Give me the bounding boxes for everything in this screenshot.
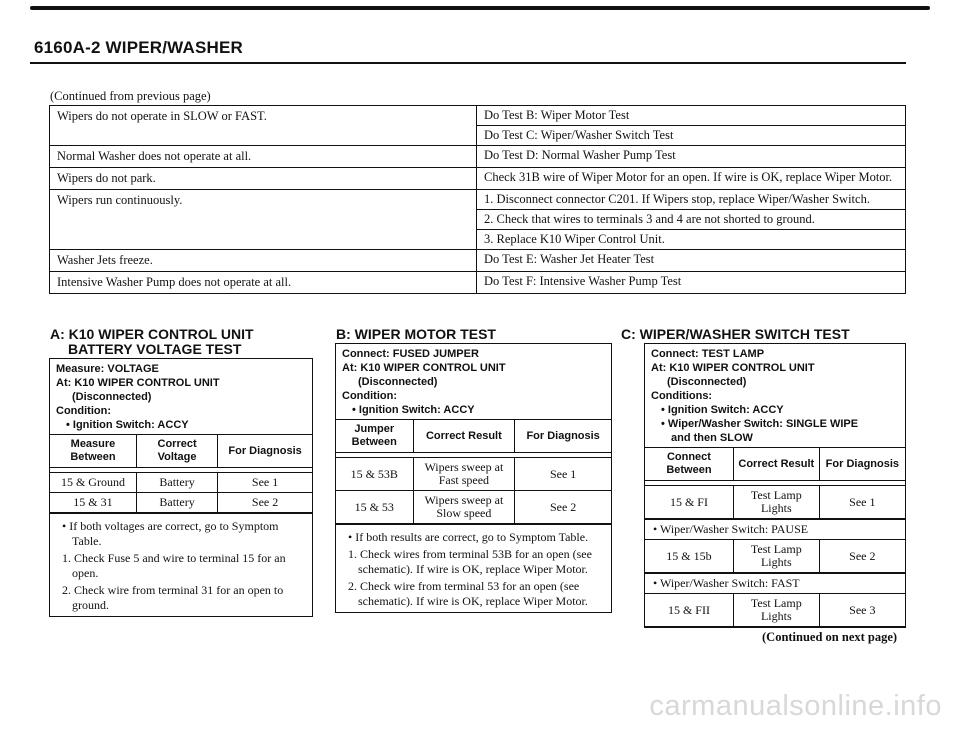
test-c-cell: See 3	[819, 594, 905, 627]
test-c-panel	[644, 343, 906, 628]
action-cell	[477, 272, 906, 294]
table-row	[50, 493, 312, 513]
test-c-cell: See 1	[819, 486, 905, 519]
test-a-header-diagnosis: For Diagnosis	[218, 435, 312, 468]
test-b-header-diagnosis: For Diagnosis	[515, 420, 611, 453]
action-line: 3. Replace K10 Wiper Control Unit.	[477, 229, 905, 249]
table-row	[50, 146, 906, 168]
continued-on-next: (Continued on next page)	[762, 630, 898, 644]
test-b-title: B: WIPER MOTOR TEST	[336, 326, 496, 342]
action-cell	[477, 250, 906, 272]
table-row	[50, 250, 906, 272]
page-title: 6160A-2 WIPER/WASHER	[34, 38, 243, 57]
test-b-cell: See 1	[515, 458, 611, 491]
symptom-cell: Wipers do not operate in SLOW or FAST.	[50, 106, 477, 146]
test-c-cell: 15 & FII	[645, 594, 733, 627]
test-c-condition-item1: • Ignition Switch: ACCY	[661, 404, 784, 416]
test-b-condition-item: • Ignition Switch: ACCY	[352, 404, 475, 416]
table-row	[50, 106, 906, 146]
table-row	[50, 473, 312, 493]
test-c-table-2	[645, 539, 905, 573]
test-b-cell: Wipers sweep at Slow speed	[413, 491, 515, 524]
test-c-disconnected: (Disconnected)	[667, 376, 747, 388]
test-a-meta	[50, 359, 312, 434]
table-row	[50, 168, 906, 190]
test-c-header-connect: Connect Between	[645, 448, 733, 481]
test-a-note: • If both voltages are correct, go to Symptom Table.	[62, 519, 279, 548]
test-b-table	[336, 419, 611, 524]
action-line: Do Test F: Intensive Washer Pump Test	[484, 274, 682, 288]
test-c-conditions: Conditions:	[651, 390, 713, 402]
table-row	[645, 594, 905, 627]
test-c-connect: Connect: TEST LAMP	[651, 348, 765, 360]
symptom-cell: Intensive Washer Pump does not operate at all.	[50, 272, 477, 294]
test-b-header-result: Correct Result	[413, 420, 515, 453]
test-c-cell: 15 & FI	[645, 486, 733, 519]
test-a-title-line2: BATTERY VOLTAGE TEST	[68, 341, 242, 357]
test-b-note: 1. Check wires from terminal 53B for an open (see schematic). If wire is OK, replace Wiper Motor.	[348, 547, 592, 576]
test-a-title	[50, 327, 254, 357]
watermark: carmanualsonline.info	[649, 690, 942, 722]
action-line: Do Test D: Normal Washer Pump Test	[484, 148, 676, 162]
test-a-cell: See 2	[218, 493, 312, 513]
table-row	[645, 540, 905, 573]
test-a-cell: 15 & Ground	[50, 473, 136, 493]
test-c-at: At: K10 WIPER CONTROL UNIT	[651, 362, 815, 374]
action-line: Do Test B: Wiper Motor Test	[484, 108, 630, 122]
test-a-note: 1. Check Fuse 5 and wire to terminal 15 for an open.	[62, 551, 286, 580]
test-c-header-result: Correct Result	[733, 448, 819, 481]
table-row	[336, 491, 611, 524]
test-b-at: At: K10 WIPER CONTROL UNIT	[342, 362, 506, 374]
test-c-title: C: WIPER/WASHER SWITCH TEST	[621, 326, 850, 342]
symptom-cell: Normal Washer does not operate at all.	[50, 146, 477, 168]
test-b-notes	[336, 524, 611, 612]
table-row	[645, 486, 905, 519]
action-cell	[477, 190, 906, 250]
test-a-header-voltage: Correct Voltage	[136, 435, 217, 468]
test-c-switch-pause: • Wiper/Washer Switch: PAUSE	[645, 519, 905, 539]
test-a-measure: Measure: VOLTAGE	[56, 363, 159, 375]
test-a-condition-item: • Ignition Switch: ACCY	[66, 419, 189, 431]
test-a-cell: Battery	[136, 473, 217, 493]
test-a-cell: See 1	[218, 473, 312, 493]
test-a-header-measure: Measure Between	[50, 435, 136, 468]
test-c-condition-item2: • Wiper/Washer Switch: SINGLE WIPE	[661, 418, 859, 430]
test-a-note: 2. Check wire from terminal 31 for an open to ground.	[62, 583, 284, 612]
test-b-disconnected: (Disconnected)	[358, 376, 438, 388]
test-b-cell: Wipers sweep at Fast speed	[413, 458, 515, 491]
symptom-table	[49, 105, 906, 294]
action-cell	[477, 146, 906, 168]
test-c-condition-item2b: and then SLOW	[671, 432, 753, 444]
test-c-switch-fast: • Wiper/Washer Switch: FAST	[645, 573, 905, 593]
symptom-cell: Wipers do not park.	[50, 168, 477, 190]
test-b-cell: See 2	[515, 491, 611, 524]
test-c-cell: Test Lamp Lights	[733, 486, 819, 519]
test-c-cell: Test Lamp Lights	[733, 540, 819, 573]
test-c-cell: 15 & 15b	[645, 540, 733, 573]
table-row	[50, 272, 906, 294]
action-cell	[477, 168, 906, 190]
test-b-meta	[336, 344, 611, 419]
action-line: 1. Disconnect connector C201. If Wipers stop, replace Wiper/Washer Switch.	[484, 192, 870, 206]
test-b-connect: Connect: FUSED JUMPER	[342, 348, 479, 360]
test-a-table	[50, 434, 312, 513]
continued-from-previous: (Continued from previous page)	[50, 89, 211, 103]
test-a-notes	[50, 513, 312, 616]
test-b-panel	[335, 343, 612, 613]
test-a-condition: Condition:	[56, 405, 111, 417]
test-a-disconnected: (Disconnected)	[72, 391, 152, 403]
test-c-cell: Test Lamp Lights	[733, 594, 819, 627]
test-c-table-3	[645, 593, 905, 627]
action-line: Do Test C: Wiper/Washer Switch Test	[477, 125, 905, 145]
action-cell	[477, 106, 906, 146]
test-a-cell: 15 & 31	[50, 493, 136, 513]
table-row	[50, 190, 906, 250]
test-b-cell: 15 & 53	[336, 491, 413, 524]
test-b-note: 2. Check wire from terminal 53 for an open (see schematic). If wire is OK, replace Wiper Motor.	[348, 579, 588, 608]
test-c-meta	[645, 344, 905, 447]
test-b-header-jumper: Jumper Between	[336, 420, 413, 453]
test-a-title-line1: A: K10 WIPER CONTROL UNIT	[50, 326, 254, 342]
action-line: Check 31B wire of Wiper Motor for an open. If wire is OK, replace Wiper Motor.	[484, 170, 893, 184]
table-row	[336, 458, 611, 491]
test-a-cell: Battery	[136, 493, 217, 513]
test-a-panel	[49, 358, 313, 617]
header-rule	[30, 62, 906, 64]
test-c-header-diagnosis: For Diagnosis	[819, 448, 905, 481]
test-b-condition: Condition:	[342, 390, 397, 402]
test-c-cell: See 2	[819, 540, 905, 573]
top-border-line	[30, 6, 930, 10]
test-b-cell: 15 & 53B	[336, 458, 413, 491]
test-a-at: At: K10 WIPER CONTROL UNIT	[56, 377, 220, 389]
action-line: Do Test E: Washer Jet Heater Test	[484, 252, 655, 266]
symptom-cell: Washer Jets freeze.	[50, 250, 477, 272]
symptom-cell: Wipers run continuously.	[50, 190, 477, 250]
test-b-note: • If both results are correct, go to Symptom Table.	[348, 530, 589, 544]
action-line: 2. Check that wires to terminals 3 and 4 are not shorted to ground.	[477, 209, 905, 229]
test-c-table	[645, 447, 905, 519]
